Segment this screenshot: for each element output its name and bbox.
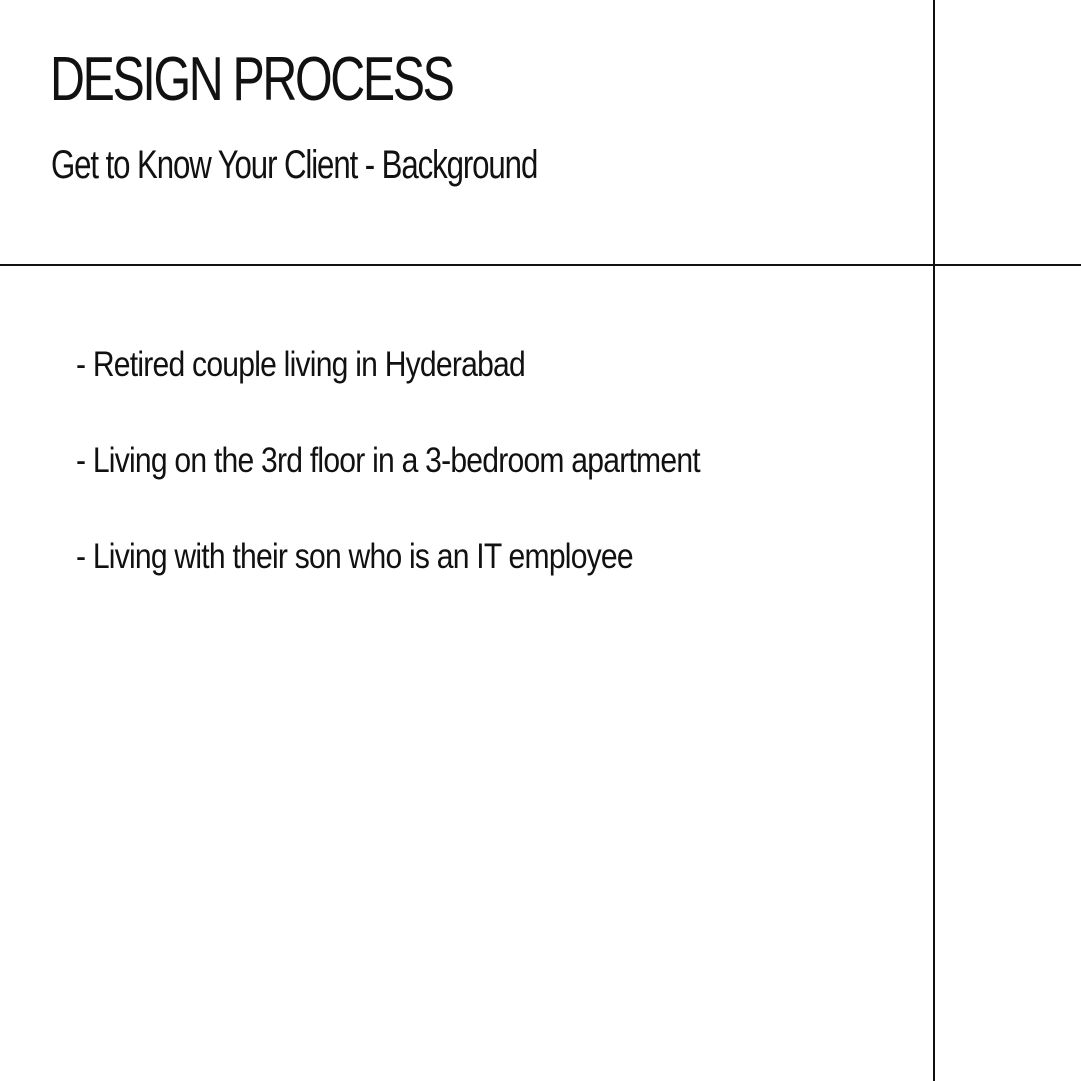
vertical-divider xyxy=(933,0,935,1081)
background-list-item: - Living on the 3rd floor in a 3-bedroom apartment xyxy=(76,441,700,480)
background-list xyxy=(76,340,801,628)
background-list-item: - Living with their son who is an IT employee xyxy=(76,537,633,576)
background-list-item: - Retired couple living in Hyderabad xyxy=(76,345,525,384)
slide-title: DESIGN PROCESS xyxy=(50,45,453,114)
slide-subtitle: Get to Know Your Client - Background xyxy=(51,143,538,187)
horizontal-divider xyxy=(0,264,1081,266)
